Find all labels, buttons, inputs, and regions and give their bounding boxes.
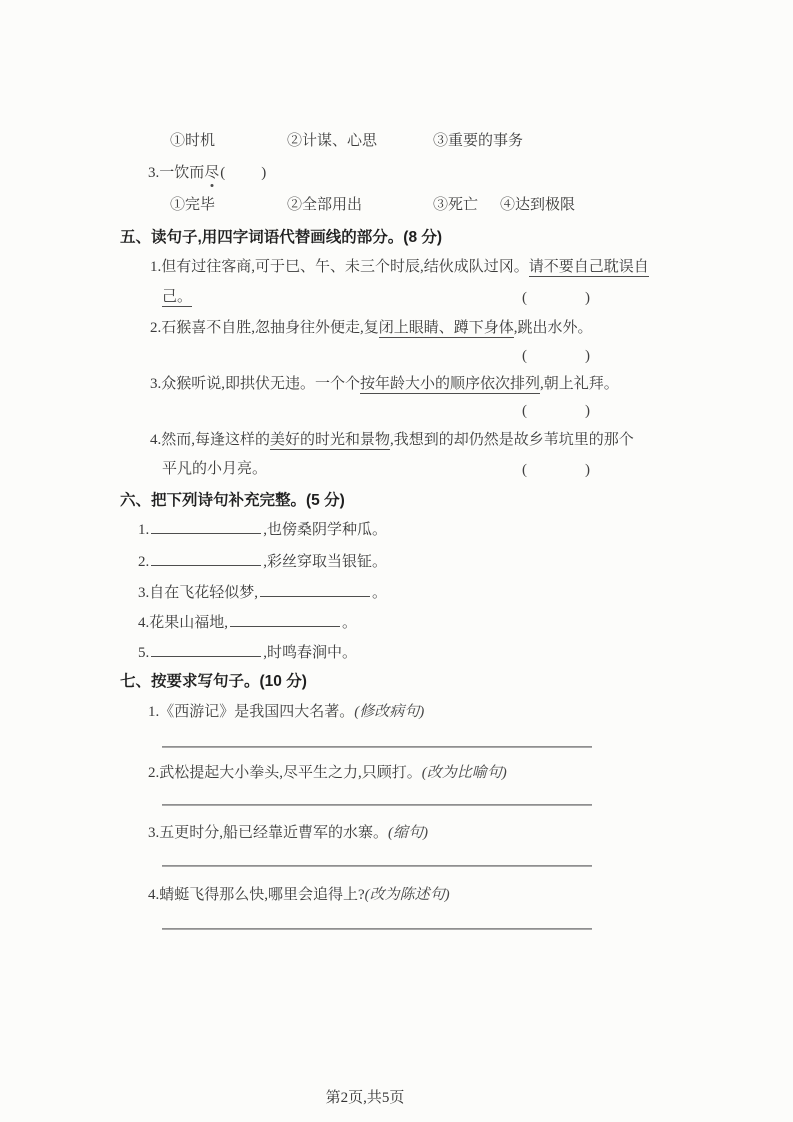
grading-parentheses: [522, 460, 590, 480]
sentence-text: 2.石猴喜不自胜,忽抽身往外便走,复: [150, 320, 379, 336]
underlined-phrase: 闭上眼睛、蹲下身体: [378, 320, 514, 336]
option-item: ②全部用出: [287, 197, 363, 213]
poem-item-2: [138, 551, 387, 572]
paren-close: ): [585, 462, 590, 478]
item-number: 3.: [138, 585, 150, 601]
rewrite-item-3: [148, 823, 428, 843]
sentence-text: 1.但有过往客商,可于巳、午、未三个时辰,结伙成队过冈。: [150, 259, 529, 275]
sentence-text: 4.然而,每逢这样的: [150, 432, 271, 448]
answer-blank: [230, 612, 340, 627]
sentence-text: 2.武松提起大小拳头,尽平生之力,只顾打。: [148, 765, 422, 781]
poem-text: ,时鸣春涧中。: [263, 645, 358, 661]
answer-blank: [151, 551, 261, 566]
grading-parentheses: [522, 288, 590, 308]
answer-line: [162, 865, 592, 867]
poem-item-4: [138, 612, 357, 633]
page-footer: [0, 1086, 730, 1107]
poem-text: 。: [372, 585, 388, 601]
sentence-text: 3.众猴听说,即拱伏无违。一个个: [150, 376, 361, 392]
section6-heading: 六、把下列诗句补充完整。(5 分): [120, 492, 345, 509]
poem-text: 花果山福地,: [149, 615, 229, 631]
sentence-item-4-line-2: [162, 459, 267, 479]
underlined-phrase: 美好的时光和景物: [270, 432, 391, 448]
sentence-text: 3.五更时分,船已经靠近曹军的水寨。: [148, 825, 389, 841]
underlined-phrase: 己。: [162, 289, 193, 305]
paren-open: (: [522, 462, 527, 478]
paren-open: (: [522, 290, 527, 306]
answer-line: [162, 804, 592, 806]
poem-item-1: [138, 519, 387, 540]
rewrite-item-2: [148, 763, 507, 783]
item-number: 5.: [138, 645, 150, 661]
section5-heading: 五、读句子,用四字词语代替画线的部分。(8 分): [120, 229, 443, 246]
answer-blank: [151, 519, 261, 534]
instruction-hint: (缩句): [388, 825, 429, 841]
rewrite-item-4: [148, 885, 450, 905]
paren-close: ): [585, 348, 590, 364]
sentence-text: ,跳出水外。: [513, 320, 593, 336]
sentence-text: 1.《西游记》是我国四大名著。: [148, 704, 355, 720]
paren-close: ): [585, 290, 590, 306]
poem-text: 。: [342, 615, 358, 631]
answer-blank: [151, 642, 261, 657]
poem-item-5: [138, 642, 357, 663]
rewrite-item-1: [148, 702, 424, 722]
question-3-text: 3.一饮而: [148, 165, 205, 181]
sentence-item-1-line-1: [150, 257, 649, 277]
answer-line: [162, 928, 592, 930]
item-number: 2.: [138, 554, 150, 570]
item-number: 1.: [138, 522, 150, 538]
question-3-line: [148, 163, 266, 183]
answer-line: [162, 746, 592, 748]
instruction-hint: (改为陈述句): [364, 887, 450, 903]
answer-blank: [260, 582, 370, 597]
sentence-item-1-line-2: [162, 287, 192, 307]
section7-heading: 七、按要求写句子。(10 分): [120, 673, 307, 690]
poem-item-3: [138, 582, 387, 603]
option-item: ①时机: [170, 133, 216, 149]
item-number: 4.: [138, 615, 150, 631]
paren-open: (: [220, 165, 226, 181]
sentence-item-3: [150, 374, 619, 394]
sentence-text: ,朝上礼拜。: [540, 376, 619, 392]
option-item: ④达到极限: [500, 197, 576, 213]
grading-parentheses: [522, 346, 590, 366]
underlined-phrase: 请不要自己耽误自: [528, 259, 649, 275]
emphasized-char: 尽: [204, 165, 220, 181]
instruction-hint: (修改病句): [354, 704, 425, 720]
sentence-item-4-line-1: [150, 430, 634, 450]
poem-text: ,彩丝穿取当银钲。: [263, 554, 388, 570]
sentence-text: 平凡的小月亮。: [162, 461, 268, 477]
paren-open: (: [522, 348, 527, 364]
sentence-text: 4.蜻蜓飞得那么快,哪里会追得上?: [148, 887, 365, 903]
paren-open: (: [522, 403, 527, 419]
page-indicator: 第2页,共5页: [325, 1090, 405, 1106]
paren-close: ): [261, 165, 267, 181]
poem-text: 自在飞花轻似梦,: [149, 585, 259, 601]
instruction-hint: (改为比喻句): [421, 765, 507, 781]
sentence-text: ,我想到的却仍然是故乡苇坑里的那个: [390, 432, 634, 448]
option-item: ①完毕: [170, 197, 216, 213]
sentence-item-2: [150, 318, 593, 338]
grading-parentheses: [522, 401, 590, 421]
option-item: ③死亡: [433, 197, 479, 213]
option-item: ②计谋、心思: [287, 133, 378, 149]
option-item: ③重要的事务: [433, 133, 524, 149]
paren-close: ): [585, 403, 590, 419]
poem-text: ,也傍桑阴学种瓜。: [263, 522, 388, 538]
underlined-phrase: 按年龄大小的顺序依次排列: [360, 376, 541, 392]
answer-parentheses: [220, 163, 266, 183]
